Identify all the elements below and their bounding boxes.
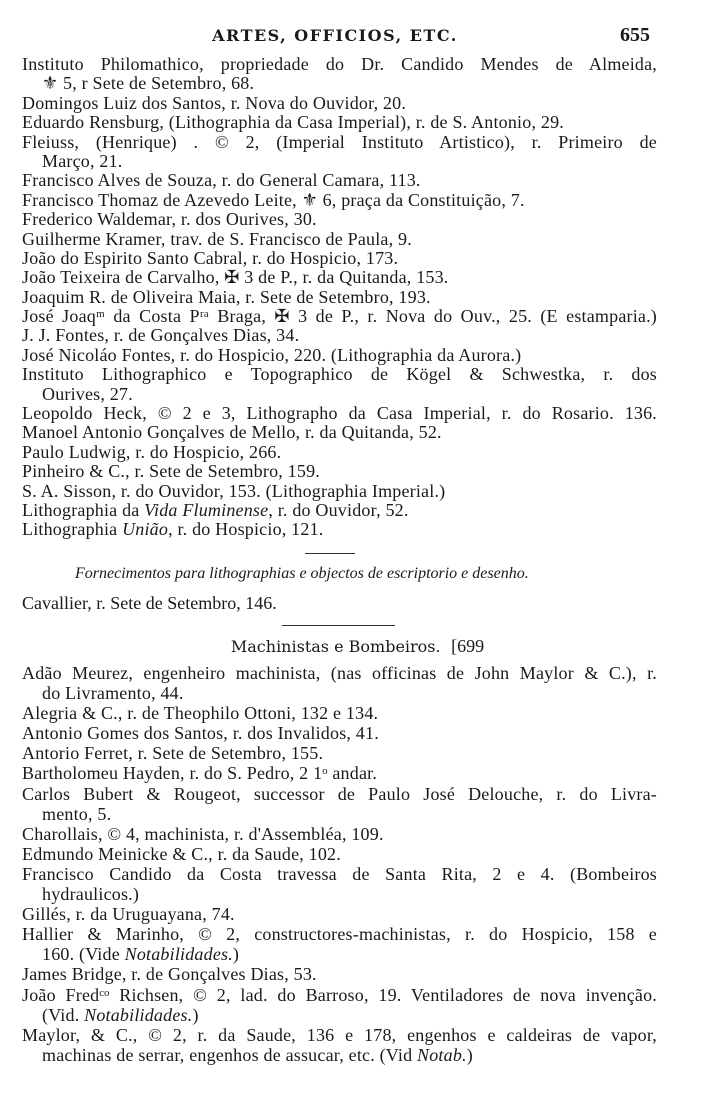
list-item: João Teixeira de Carvalho, ✠ 3 de P., r. da Quitanda, 153. bbox=[22, 267, 449, 288]
list-item: Gillés, r. da Uruguayana, 74. bbox=[22, 904, 235, 925]
list-item: Eduardo Rensburg, (Lithographia da Casa Imperial), r. de S. Antonio, 29. bbox=[22, 112, 564, 133]
list-item: Hallier & Marinho, © 2, constructores-machinistas, r. do Hospicio, 158 e bbox=[22, 924, 657, 945]
italic-title: Notabilidades. bbox=[84, 1004, 193, 1025]
list-item: José Joaqᵐ da Costa Pʳᵃ Braga, ✠ 3 de P., r. Nova do Ouv., 25. (E estamparia.) bbox=[22, 306, 657, 327]
section-divider bbox=[282, 625, 395, 626]
cross-reference: [699 bbox=[451, 636, 485, 656]
page-number: 655 bbox=[620, 24, 650, 46]
text-segment: machinas de serrar, engenhos de assucar, etc. (Vid bbox=[42, 1044, 418, 1065]
list-item: Guilherme Kramer, trav. de S. Francisco de Paula, 9. bbox=[22, 228, 412, 249]
text-segment: 160. (Vide bbox=[42, 944, 125, 965]
text-segment: Lithographia bbox=[22, 519, 123, 540]
list-item: Paulo Ludwig, r. do Hospicio, 266. bbox=[22, 441, 282, 462]
list-item: Cavallier, r. Sete de Setembro, 146. bbox=[22, 593, 277, 613]
list-item: Joaquim R. de Oliveira Maia, r. Sete de Setembro, 193. bbox=[22, 286, 431, 307]
running-header bbox=[0, 26, 715, 50]
lithographias-list bbox=[22, 55, 657, 540]
list-item: Fleiuss, (Henrique) . © 2, (Imperial Instituto Artistico), r. Primeiro de bbox=[22, 131, 657, 152]
list-item: Adão Meurez, engenheiro machinista, (nas officinas de John Maylor & C.), r. bbox=[22, 663, 657, 683]
list-item: Leopoldo Heck, © 2 e 3, Lithographo da Casa Imperial, r. do Rosario. 136. bbox=[22, 403, 657, 424]
italic-title: União bbox=[122, 519, 169, 540]
list-item: Alegria & C., r. de Theophilo Ottoni, 132 e 134. bbox=[22, 703, 379, 724]
list-item-continuation bbox=[22, 1045, 657, 1065]
machinistas-list bbox=[22, 663, 657, 1065]
list-item-continuation: do Livramento, 44. bbox=[42, 683, 184, 704]
list-item-continuation: hydraulicos.) bbox=[42, 884, 140, 905]
list-item: Antonio Gomes dos Santos, r. dos Invalidos, 41. bbox=[22, 723, 379, 744]
short-divider bbox=[305, 553, 355, 554]
list-item: Maylor, & C., © 2, r. da Saude, 136 e 178, engenhos e caldeiras de vapor, bbox=[22, 1024, 657, 1045]
italic-title: Notabilidades. bbox=[124, 944, 233, 965]
list-item-continuation: ⚜ 5, r Sete de Setembro, 68. bbox=[42, 73, 255, 94]
list-item-continuation: Ourives, 27. bbox=[42, 383, 133, 404]
list-item: João do Espirito Santo Cabral, r. do Hospicio, 173. bbox=[22, 247, 399, 268]
list-item: Carlos Bubert & Rougeot, successor de Paulo José Delouche, r. do Livra- bbox=[22, 783, 657, 804]
italic-title: Vida Fluminense bbox=[144, 499, 269, 520]
list-item: Manoel Antonio Gonçalves de Mello, r. da Quitanda, 52. bbox=[22, 422, 442, 443]
list-item: Francisco Thomaz de Azevedo Leite, ⚜ 6, praça da Constituição, 7. bbox=[22, 189, 525, 210]
list-item: Francisco Candido da Costa travessa de Santa Rita, 2 e 4. (Bombeiros bbox=[22, 863, 657, 884]
machinistas-heading bbox=[0, 636, 715, 657]
list-item bbox=[22, 501, 657, 520]
text-segment: , r. do Ouvidor, 52. bbox=[268, 499, 409, 520]
section-title: ARTES, OFFICIOS, ETC. bbox=[212, 26, 458, 45]
list-item bbox=[22, 520, 657, 539]
list-item: José Nicoláo Fontes, r. do Hospicio, 220. (Lithographia da Aurora.) bbox=[22, 344, 522, 365]
list-item-continuation: Março, 21. bbox=[42, 150, 123, 171]
text-segment: , r. do Hospicio, 121. bbox=[168, 519, 324, 540]
list-item: João Fredᶜᵒ Richsen, © 2, lad. do Barroso, 19. Ventiladores de nova invenção. bbox=[22, 984, 657, 1005]
list-item: J. J. Fontes, r. de Gonçalves Dias, 34. bbox=[22, 325, 300, 346]
list-item: Antorio Ferret, r. Sete de Setembro, 155. bbox=[22, 743, 324, 764]
list-item: Francisco Alves de Souza, r. do General Camara, 113. bbox=[22, 170, 421, 191]
list-item-continuation: mento, 5. bbox=[42, 803, 112, 824]
list-item-continuation bbox=[22, 944, 657, 964]
list-item: James Bridge, r. de Gonçalves Dias, 53. bbox=[22, 964, 317, 985]
text-segment: Lithographia da bbox=[22, 499, 145, 520]
text-segment: ) bbox=[232, 944, 240, 965]
text-segment: ) bbox=[192, 1004, 199, 1025]
list-item: Instituto Lithographico e Topographico de Kögel & Schwestka, r. dos bbox=[22, 364, 657, 385]
machinistas-title: Machinistas e Bombeiros. bbox=[230, 637, 441, 656]
text-segment: ) bbox=[466, 1044, 473, 1065]
list-item-continuation bbox=[22, 1005, 657, 1025]
text-segment: (Vid. bbox=[42, 1004, 85, 1025]
list-item: Charollais, © 4, machinista, r. d'Assembléa, 109. bbox=[22, 823, 384, 844]
italic-title: Notab. bbox=[417, 1044, 467, 1065]
list-item: Edmundo Meinicke & C., r. da Saude, 102. bbox=[22, 843, 341, 864]
fornecimentos-heading: Fornecimentos para lithographias e objectos de escriptorio e desenho. bbox=[75, 565, 529, 582]
list-item: Domingos Luiz dos Santos, r. Nova do Ouvidor, 20. bbox=[22, 92, 407, 113]
list-item: S. A. Sisson, r. do Ouvidor, 153. (Lithographia Imperial.) bbox=[22, 480, 446, 501]
list-item: Bartholomeu Hayden, r. do S. Pedro, 2 1ᵒ andar. bbox=[22, 763, 378, 784]
list-item: Pinheiro & C., r. Sete de Setembro, 159. bbox=[22, 461, 320, 482]
list-item: Frederico Waldemar, r. dos Ourives, 30. bbox=[22, 209, 317, 230]
list-item: Instituto Philomathico, propriedade do Dr. Candido Mendes de Almeida, bbox=[22, 54, 657, 74]
